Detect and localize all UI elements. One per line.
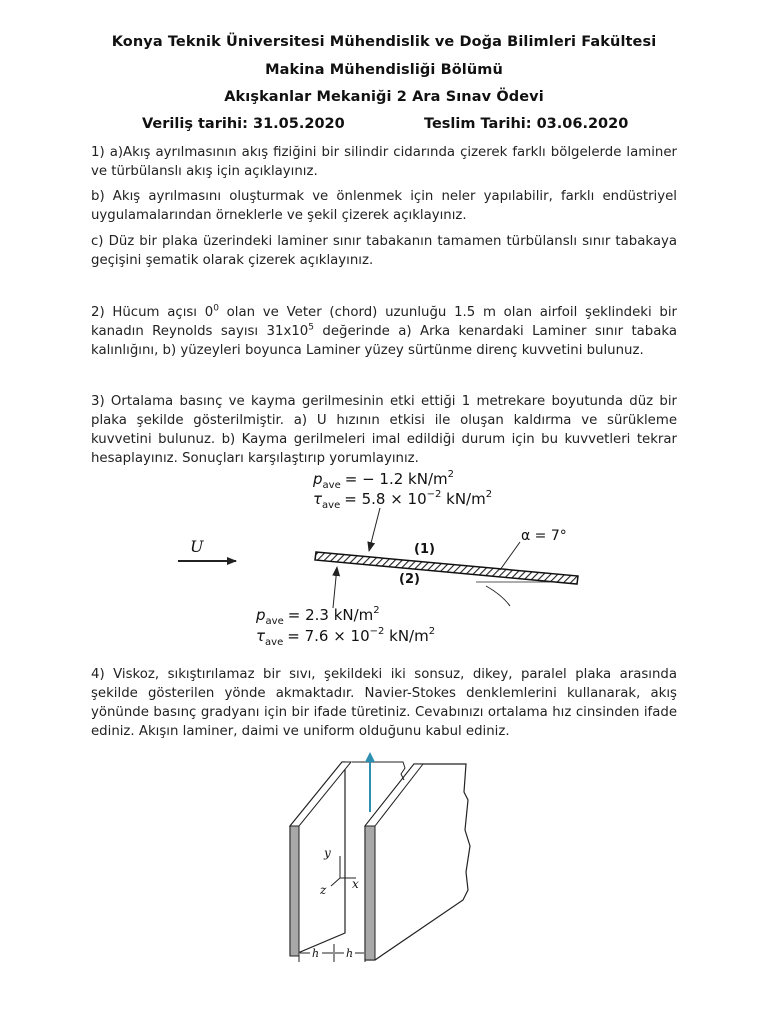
right-plate-edge	[365, 826, 375, 960]
lower-p-value: = 2.3 kN/m	[287, 606, 374, 624]
z-axis-label: z	[320, 883, 327, 897]
university-title: Konya Teknik Üniversitesi Mühendislik ve Doğa Bilimleri Fakültesi	[111, 34, 657, 50]
flow-arrowhead	[365, 752, 375, 762]
svg-text:τave= 5.8 × 10−2 kN/m2	[313, 489, 492, 511]
svg-text:pave= 2.3 kN/m2	[255, 605, 380, 627]
x-axis-label: x	[352, 877, 359, 891]
lower-surface-labels	[255, 605, 435, 648]
question-1a: 1) a)Akış ayrılmasının akış fiziğini bir silindir cidarında çizerek farklı bölgelerde laminer ve türbülanslı akış için açıklayınız.	[91, 145, 677, 179]
upper-p-sub: ave	[322, 480, 341, 491]
lower-tau-exp2: 2	[428, 626, 436, 637]
lower-p-sub: ave	[265, 616, 284, 627]
course-title: Akışkanlar Mekaniği 2 Ara Sınav Ödevi	[224, 89, 544, 105]
angle-arc	[486, 586, 510, 606]
q2-sup1: 0	[213, 303, 219, 314]
parallel-plates-figure	[290, 752, 470, 962]
question-4: 4) Viskoz, sıkıştırılamaz bir sıvı, şekildeki iki sonsuz, dikey, paralel plaka arasında şekilde gösterilen yönde akmaktadır. Navier-Stokes denklemlerini kullanarak, akış yönünde basınç gradyanı için bir ifade türetiniz. Cevabınızı ortalama hız cinsinden ifade ediniz. Akışın laminer, daimi ve uniform olduğunu kabul ediniz.	[91, 667, 677, 739]
q2-part3: değerinde a) Arka kenardaki Laminer sınır tabaka kalınlığını, b) yüzeyleri boyunca Laminer yüzey sürtünme direnç kuvvetini bulunuz.	[91, 324, 678, 358]
svg-text:pave= − 1.2 kN/m2	[312, 469, 454, 491]
right-plate-face	[365, 764, 470, 960]
question-3: 3) Ortalama basınç ve kayma gerilmesinin etki ettiği 1 metrekare boyutunda düz bir plaka şekilde gösterilmiştir. a) U hızının etkisi ile oluşan kaldırma ve sürükleme kuvvetini bulunuz. b) Kayma gerilmeleri imal edildiği durum için bu kuvvetleri tekrar hesaplayınız. Sonuçları karşılaştırıp yorumlayınız.	[91, 394, 677, 466]
surface-2-label: (2)	[399, 572, 420, 587]
question-1b: b) Akış ayrılmasını oluşturmak ve önlenmek için neler yapılabilir, farklı endüstriyel uygulamalarından örneklerle ve şekil çizerek açıklayınız.	[91, 189, 677, 223]
q2-sup2: 5	[308, 322, 314, 333]
upper-tau-exp1: −2	[426, 489, 442, 500]
lower-tau-exp1: −2	[369, 626, 385, 637]
lower-tau-value: = 7.6 × 10	[287, 627, 370, 645]
gap-label-2: h	[346, 947, 354, 960]
upper-tau-exp2: 2	[485, 489, 493, 500]
velocity-label: U	[190, 537, 204, 556]
left-plate-edge	[290, 826, 299, 956]
question-1c: c) Düz bir plaka üzerindeki laminer sınır tabakanın tamamen türbülanslı sınır tabakaya geçişini şematik olarak çizerek açıklayınız.	[91, 234, 677, 268]
surface-1-label: (1)	[414, 542, 435, 557]
upper-p-value: = − 1.2 kN/m	[344, 470, 448, 488]
lower-tau-sub: ave	[265, 637, 284, 648]
issue-date: Veriliş tarihi: 31.05.2020	[142, 116, 345, 132]
upper-tau-unit: kN/m	[441, 490, 486, 508]
lower-tau-unit: kN/m	[384, 627, 429, 645]
svg-text:τave= 7.6 × 10−2 kN/m2	[256, 626, 435, 648]
angle-leader	[500, 542, 520, 570]
lower-leader-line	[333, 567, 337, 608]
lower-tau-symbol: τ	[256, 627, 266, 645]
inclined-plate	[315, 552, 578, 584]
q2-part2: olan ve Veter (chord) uzunluğu 1.5 m olan airfoil şeklindeki bir kanadın Reynolds sayısı 31x10	[91, 305, 677, 339]
upper-tau-sub: ave	[322, 500, 341, 511]
angle-label: α = 7°	[521, 528, 567, 544]
lower-p-symbol: p	[256, 606, 266, 624]
upper-p-exp: 2	[447, 469, 454, 480]
upper-surface-labels	[312, 469, 492, 511]
gap-label-1: h	[312, 947, 320, 960]
upper-p-symbol: p	[313, 470, 323, 488]
department-title: Makina Mühendisliği Bölümü	[265, 62, 503, 78]
left-plate-back-edge	[352, 762, 405, 780]
upper-tau-value: = 5.8 × 10	[344, 490, 427, 508]
y-axis-label: y	[324, 846, 331, 860]
due-date: Teslim Tarihi: 03.06.2020	[424, 116, 629, 132]
lower-p-exp: 2	[373, 605, 380, 616]
q2-part1: 2) Hücum açısı 0	[91, 305, 214, 320]
upper-leader-line	[369, 508, 380, 551]
upper-tau-symbol: τ	[313, 490, 323, 508]
